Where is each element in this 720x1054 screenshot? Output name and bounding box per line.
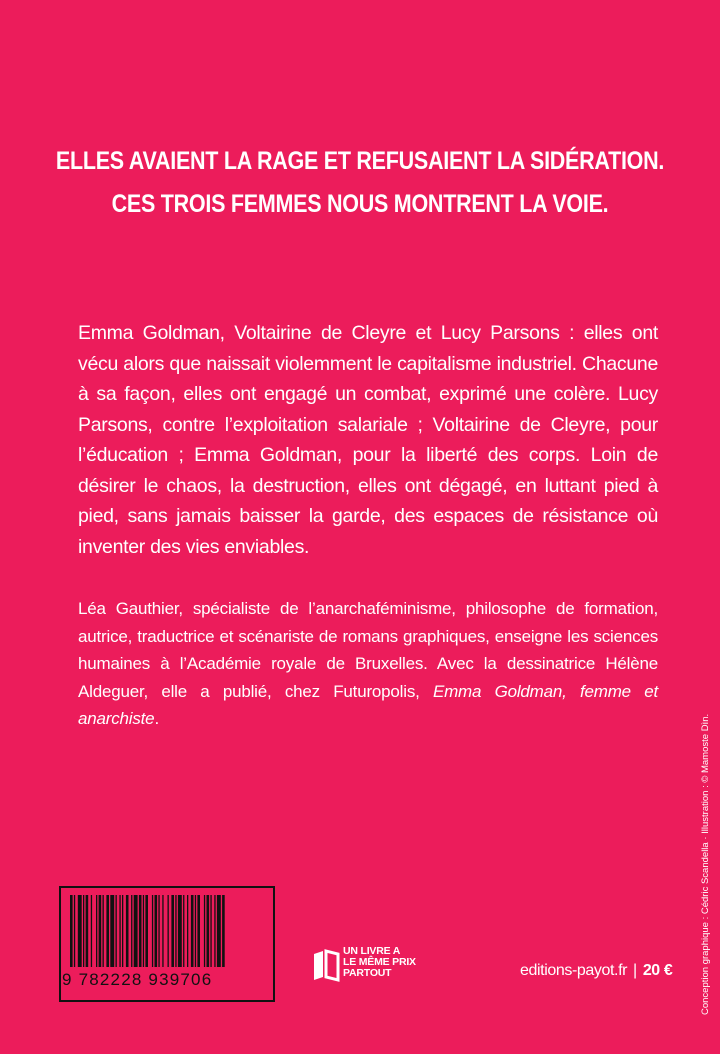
barcode-bar bbox=[122, 895, 123, 967]
barcode-bar bbox=[110, 895, 114, 967]
book-price-icon bbox=[312, 948, 340, 982]
barcode-bar bbox=[197, 895, 200, 967]
barcode-bar bbox=[191, 895, 194, 967]
author-bio bbox=[78, 595, 658, 733]
barcode-bar bbox=[210, 895, 211, 967]
isbn-number: 9 782228 939706 bbox=[62, 970, 213, 989]
barcode-bar bbox=[119, 895, 120, 967]
barcode-bar bbox=[143, 895, 144, 967]
publisher-footer bbox=[520, 962, 672, 980]
barcode-bar bbox=[187, 895, 188, 967]
book-summary: Emma Goldman, Voltairine de Cleyre et Lucy Parsons : elles ont vécu alors que naissait violemment le capitalisme industriel. Chacune à sa façon, elles ont engagé un combat, exprimé une colère. Lucy Parsons, contre l’exploitation salariale ; Voltairine de Cleyre, pour l’éducation ; Emma Goldman, pour la liberté des corps. Loin de désirer le chaos, la destruction, elles ont dégagé, en luttant pied à pied, sans jamais baisser la garde, des espaces de résistance où inventer des vies enviables. bbox=[78, 322, 658, 558]
design-credits: Conception graphique : Cédric Scandella · Illustration : © Mamoste Dìn. bbox=[700, 713, 711, 1015]
barcode-bar bbox=[86, 895, 89, 967]
publisher-website[interactable]: editions-payot.fr bbox=[520, 962, 628, 979]
author-bio-text: Léa Gauthier, spécialiste de l’anarchaféminisme, philosophe de formation, autrice, traductrice et scénariste de romans graphiques, enseigne les sciences humaines à l’Académie royale de Bruxelles. Avec la dessinatrice Hélène Aldeguer, elle a publié, chez Futuropolis, bbox=[78, 599, 658, 701]
barcode-bar bbox=[175, 895, 176, 967]
barcode-bar bbox=[162, 895, 163, 967]
footer-separator: | bbox=[633, 962, 637, 979]
barcode-bar bbox=[83, 895, 84, 967]
barcode-bar bbox=[155, 895, 158, 967]
prix-unique-logo bbox=[312, 946, 432, 1016]
barcode-bar bbox=[139, 895, 142, 967]
author-book-title: Emma Goldman, femme et anarchiste bbox=[78, 681, 658, 728]
logo-line-3: PARTOUT bbox=[343, 967, 392, 979]
logo-line-1: UN LIVRE A bbox=[343, 945, 401, 957]
barcode-bar bbox=[74, 895, 75, 967]
logo-line-2: LE MÊME PRIX bbox=[343, 956, 416, 968]
headline-line-2: CES TROIS FEMMES NOUS MONTRENT LA VOIE. bbox=[111, 190, 609, 218]
barcode-bar bbox=[217, 895, 221, 967]
barcode-bar bbox=[106, 895, 109, 967]
barcode-bar bbox=[204, 895, 205, 967]
barcode-bar bbox=[207, 895, 210, 967]
barcode-bar bbox=[99, 895, 102, 967]
barcode-bar bbox=[168, 895, 169, 967]
prix-unique-text bbox=[343, 946, 416, 979]
barcode-bar bbox=[96, 895, 97, 967]
barcode-bar bbox=[171, 895, 174, 967]
barcode-bar bbox=[126, 895, 129, 967]
back-cover-headline bbox=[50, 140, 669, 226]
barcode-bar bbox=[78, 895, 82, 967]
barcode-bar bbox=[131, 895, 132, 967]
barcode-bar bbox=[91, 895, 92, 967]
barcode-bar bbox=[183, 895, 184, 967]
author-bio-end: . bbox=[154, 709, 159, 728]
barcode-bar bbox=[103, 895, 104, 967]
barcode-bar bbox=[222, 895, 225, 967]
barcode-bar bbox=[178, 895, 182, 967]
barcode-bar bbox=[145, 895, 148, 967]
book-price: 20 € bbox=[642, 962, 673, 979]
barcode-bar bbox=[195, 895, 196, 967]
barcode-bar bbox=[214, 895, 215, 967]
headline-line-1: ELLES AVAIENT LA RAGE ET REFUSAIENT LA SIDÉRATION. bbox=[55, 147, 665, 175]
barcode-bar bbox=[158, 895, 159, 967]
barcode-bar bbox=[152, 895, 153, 967]
barcode-bar bbox=[134, 895, 138, 967]
barcode-bar bbox=[116, 895, 117, 967]
barcode-bar bbox=[70, 895, 73, 967]
